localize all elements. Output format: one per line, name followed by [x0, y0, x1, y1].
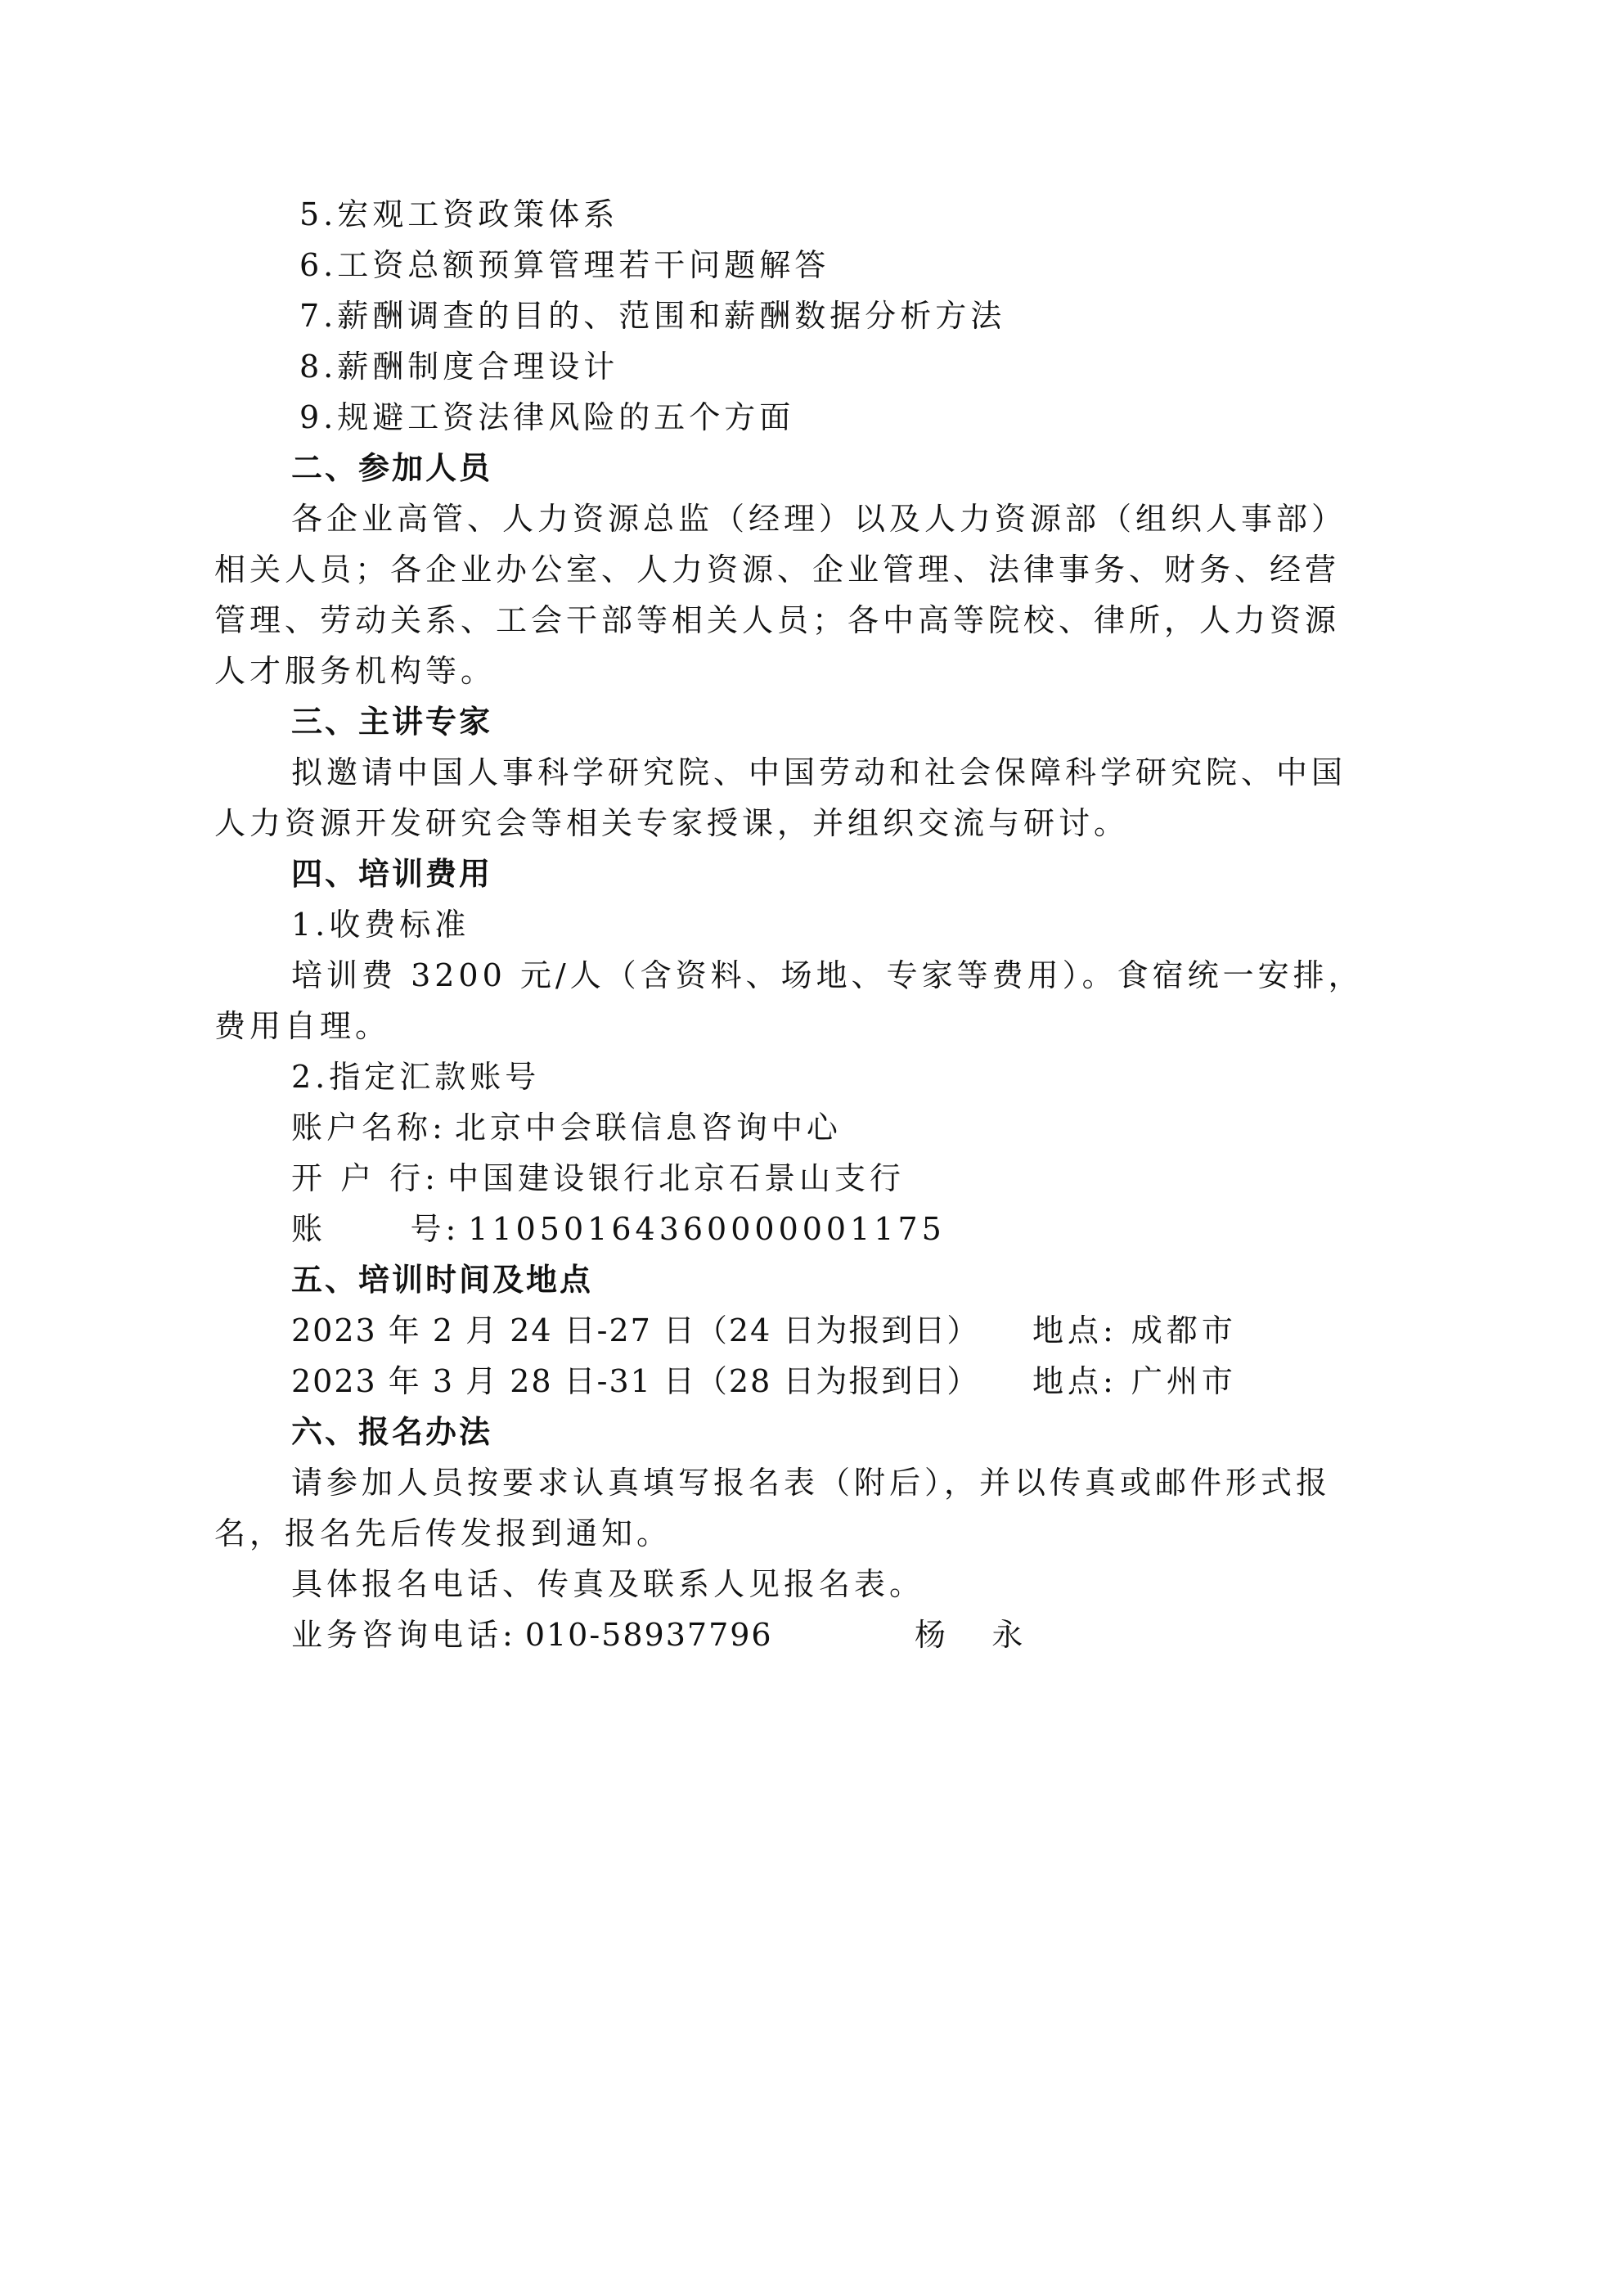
- section-heading: 六、报名办法: [291, 1414, 493, 1450]
- paragraph-line: 拟邀请中国人事科学研究院、中国劳动和社会保障科学研究院、中国: [291, 754, 1347, 790]
- section-heading: 三、主讲专家: [291, 704, 493, 740]
- account-number-row: [291, 1211, 946, 1247]
- paragraph-line: 各企业高管、人力资源总监（经理）以及人力资源部（组织人事部）: [291, 501, 1347, 537]
- schedule-place: 地点: 广州市: [1032, 1363, 1237, 1399]
- paragraph-line: 相关人员；各企业办公室、人力资源、企业管理、法律事务、财务、经营: [214, 551, 1341, 588]
- account-name-label: 账户名称:: [291, 1110, 447, 1146]
- list-item: 5.宏观工资政策体系: [299, 196, 619, 232]
- list-item: 6.工资总额预算管理若干问题解答: [299, 247, 830, 283]
- section-heading: 二、参加人员: [291, 450, 493, 486]
- bank-row: [291, 1160, 905, 1196]
- section-heading: 四、培训费用: [291, 856, 493, 892]
- account-number-label: 账 号:: [291, 1211, 461, 1247]
- account-name-row: [291, 1110, 842, 1146]
- section-heading: 五、培训时间及地点: [291, 1262, 594, 1298]
- paragraph-line: 名，报名先后传发报到通知。: [214, 1515, 672, 1551]
- paragraph-line: 培训费 3200 元/人（含资料、场地、专家等费用）。食宿统一安排，: [291, 957, 1364, 993]
- consult-row: [291, 1617, 773, 1653]
- paragraph-line: 管理、劳动关系、工会干部等相关人员；各中高等院校、律所，人力资源: [214, 602, 1341, 638]
- subheading: 1.收费标准: [291, 907, 470, 943]
- paragraph-line: 费用自理。: [214, 1008, 391, 1044]
- list-item: 9.规避工资法律风险的五个方面: [299, 399, 795, 435]
- account-name-value: 北京中会联信息咨询中心: [454, 1110, 842, 1146]
- schedule-date: 2023 年 2 月 24 日-27 日（24 日为报到日）: [291, 1312, 980, 1348]
- consult-phone: 010-58937796: [524, 1617, 773, 1653]
- schedule-place: 地点: 成都市: [1032, 1312, 1237, 1348]
- schedule-date: 2023 年 3 月 28 日-31 日（28 日为报到日）: [291, 1363, 980, 1399]
- paragraph-line: 请参加人员按要求认真填写报名表（附后），并以传真或邮件形式报: [291, 1465, 1332, 1501]
- account-number-value: 11050164360000001175: [468, 1211, 946, 1247]
- consult-contact: 杨 永: [915, 1617, 1027, 1653]
- bank-value: 中国建设银行北京石景山支行: [447, 1160, 905, 1196]
- list-item: 8.薪酬制度合理设计: [299, 349, 619, 385]
- consult-label: 业务咨询电话:: [291, 1617, 517, 1653]
- list-item: 7.薪酬调查的目的、范围和薪酬数据分析方法: [299, 298, 1006, 334]
- paragraph-line: 人才服务机构等。: [214, 653, 497, 689]
- subheading: 2.指定汇款账号: [291, 1059, 541, 1095]
- paragraph-line: 具体报名电话、传真及联系人见报名表。: [291, 1566, 925, 1602]
- paragraph-line: 人力资源开发研究会等相关专家授课，并组织交流与研讨。: [214, 805, 1130, 841]
- bank-label: 开 户 行:: [291, 1160, 439, 1196]
